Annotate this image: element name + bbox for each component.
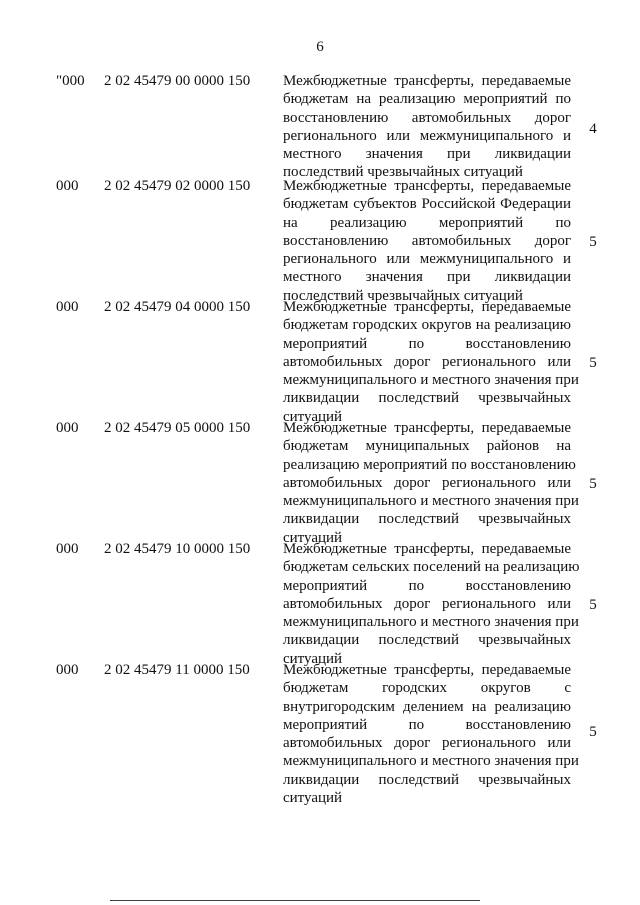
code-number: 2 02 45479 04 0000 150 — [104, 299, 251, 315]
description-line: межмуниципального и местного значения при — [283, 372, 579, 389]
description — [283, 540, 580, 668]
description-line: местного значения при ликвидации — [283, 269, 571, 286]
description-line: ситуаций — [283, 529, 343, 546]
description-line: Межбюджетные трансферты, передаваемые — [283, 73, 571, 89]
description-line: бюджетам на реализацию мероприятий по — [283, 91, 571, 108]
code-number: 2 02 45479 10 0000 150 — [104, 541, 251, 557]
description-line: межмуниципального и местного значения при — [283, 614, 579, 631]
description-line: последствий чрезвычайных ситуаций — [283, 287, 523, 304]
description-line: регионального или межмуниципального и — [283, 127, 571, 144]
description-line: мероприятий по восстановлению — [283, 716, 571, 733]
description-line: восстановлению автомобильных дорог — [283, 232, 571, 249]
classification-code — [56, 540, 276, 558]
bottom-divider — [110, 900, 480, 901]
code-prefix: 000 — [56, 299, 79, 315]
description — [283, 177, 571, 305]
description-line: ситуаций — [283, 790, 343, 807]
code-prefix: 000 — [56, 178, 79, 194]
classification-code — [56, 419, 276, 437]
description-line: ситуаций — [283, 408, 343, 425]
description-line: автомобильных дорог регионального или — [283, 595, 571, 612]
description-line: бюджетам субъектов Российской Федерации — [283, 196, 571, 213]
description-line: мероприятий по восстановлению — [283, 335, 571, 352]
section-code: 5 — [589, 355, 597, 371]
section-code: 5 — [589, 476, 597, 492]
classification-code — [56, 177, 276, 195]
code-number: 2 02 45479 11 0000 150 — [104, 662, 250, 678]
description-line: ликвидации последствий чрезвычайных — [283, 632, 571, 649]
description-line: ликвидации последствий чрезвычайных — [283, 771, 571, 788]
description — [283, 72, 571, 182]
description-line: бюджетам городских округов с — [283, 680, 571, 697]
section-code: 4 — [589, 121, 597, 137]
description-line: Межбюджетные трансферты, передаваемые — [283, 420, 571, 436]
description-line: автомобильных дорог регионального или — [283, 735, 571, 752]
description-line: Межбюджетные трансферты, передаваемые — [283, 541, 571, 557]
classification-code — [56, 72, 276, 90]
code-prefix: 000 — [56, 541, 79, 557]
description-line: внутригородским делением на реализацию — [283, 698, 571, 715]
description — [283, 298, 579, 426]
code-prefix: 000 — [56, 662, 79, 678]
code-number: 2 02 45479 00 0000 150 — [104, 73, 251, 89]
description-line: ликвидации последствий чрезвычайных — [283, 511, 571, 528]
description-line: межмуниципального и местного значения при — [283, 753, 579, 770]
description-line: автомобильных дорог регионального или — [283, 353, 571, 370]
classification-code — [56, 661, 276, 679]
section-code: 5 — [589, 234, 597, 250]
description-line: последствий чрезвычайных ситуаций — [283, 164, 523, 181]
description — [283, 661, 579, 807]
description-line: местного значения при ликвидации — [283, 146, 571, 163]
section-code: 5 — [589, 724, 597, 740]
description-line: ликвидации последствий чрезвычайных — [283, 390, 571, 407]
description-line: Межбюджетные трансферты, передаваемые — [283, 662, 571, 678]
code-number: 2 02 45479 05 0000 150 — [104, 420, 251, 436]
description-line: реализацию мероприятий по восстановлению — [283, 456, 576, 473]
description-line: Межбюджетные трансферты, передаваемые — [283, 178, 571, 194]
code-number: 2 02 45479 02 0000 150 — [104, 178, 251, 194]
description-line: мероприятий по восстановлению — [283, 577, 571, 594]
code-prefix: 000 — [56, 420, 79, 436]
description-line: на реализацию мероприятий по — [283, 214, 571, 231]
code-prefix: "000 — [56, 73, 85, 89]
page-number: 6 — [316, 39, 324, 55]
description — [283, 419, 579, 547]
description-line: восстановлению автомобильных дорог — [283, 109, 571, 126]
section-code: 5 — [589, 597, 597, 613]
description-line: межмуниципального и местного значения при — [283, 493, 579, 510]
description-line: регионального или межмуниципального и — [283, 251, 571, 268]
description-line: Межбюджетные трансферты, передаваемые — [283, 299, 571, 315]
description-line: бюджетам муниципальных районов на — [283, 438, 571, 455]
description-line: бюджетам городских округов на реализацию — [283, 317, 571, 334]
description-line: бюджетам сельских поселений на реализацию — [283, 559, 580, 576]
description-line: автомобильных дорог регионального или — [283, 474, 571, 491]
classification-code — [56, 298, 276, 316]
description-line: ситуаций — [283, 650, 343, 667]
